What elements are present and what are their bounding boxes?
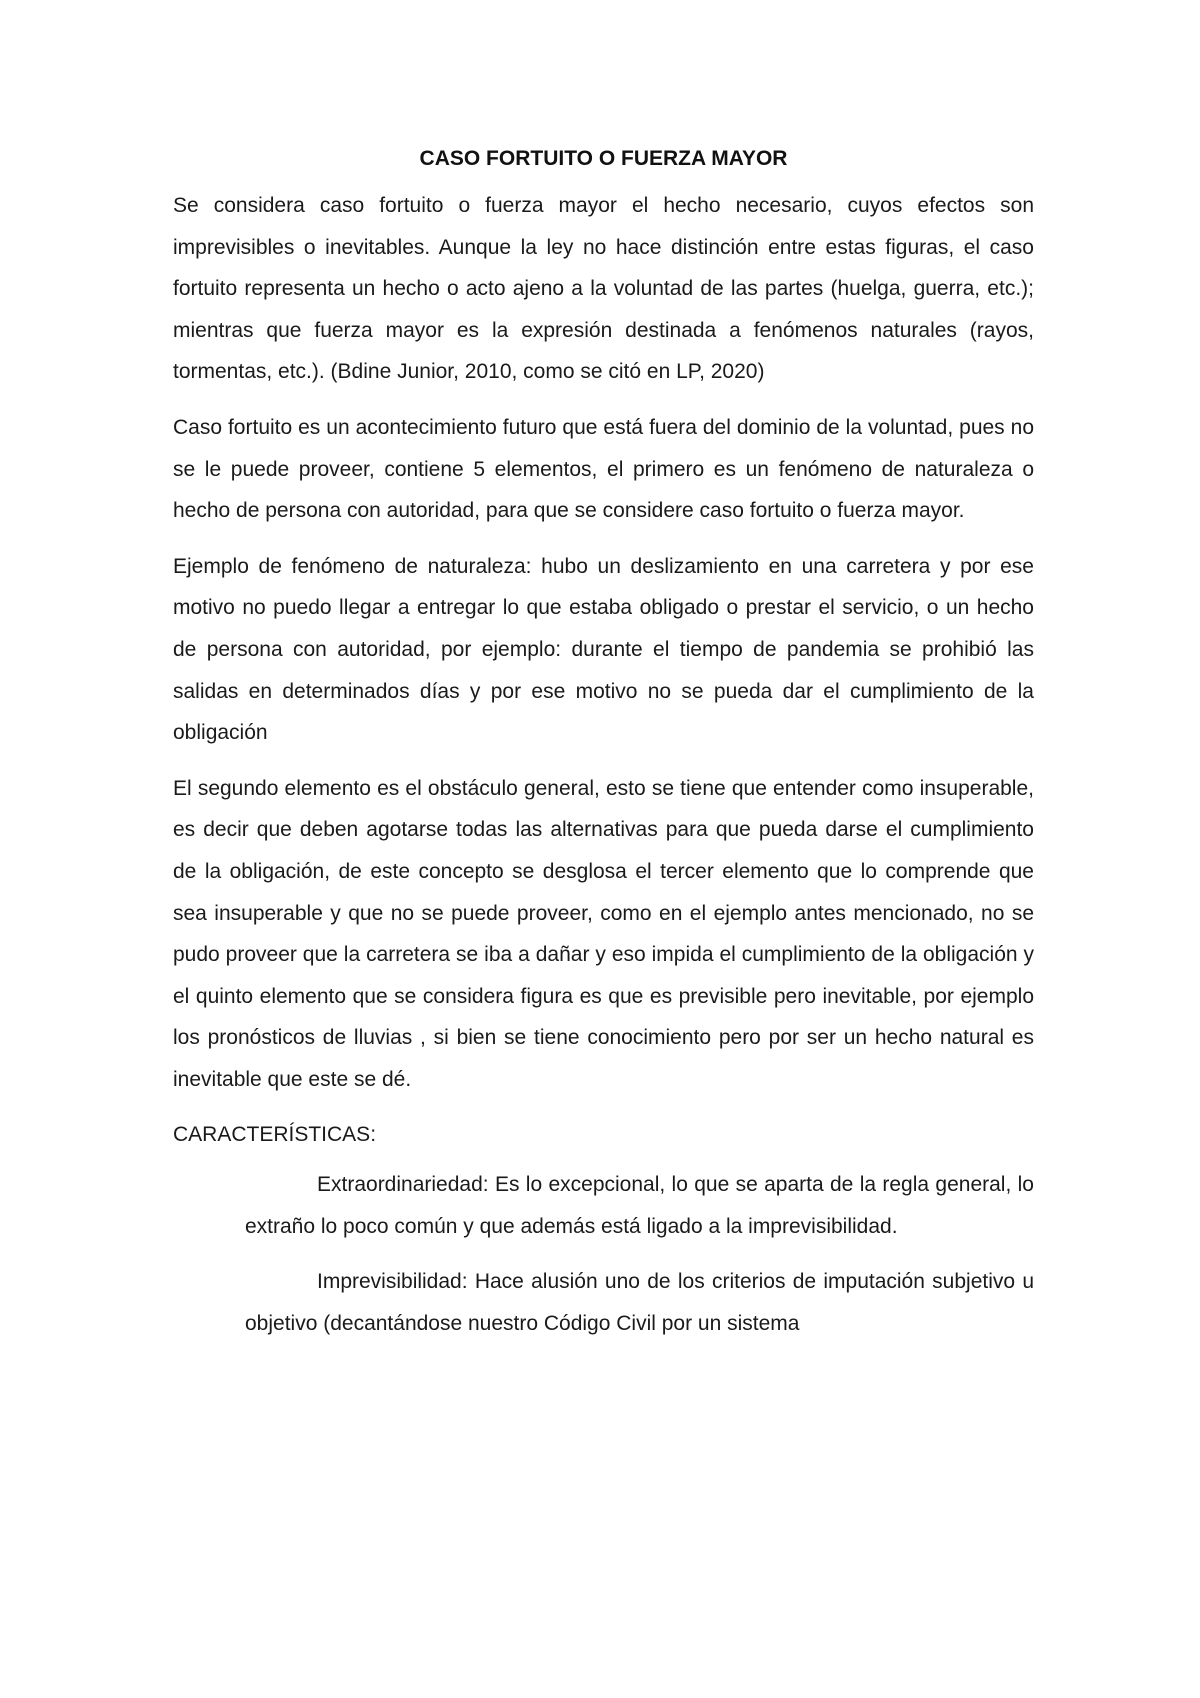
section-heading-caracteristicas: CARACTERÍSTICAS: xyxy=(173,1123,377,1147)
document-body xyxy=(173,143,1034,1358)
paragraph-elements: Caso fortuito es un acontecimiento futuro que está fuera del dominio de la voluntad, pues no se le puede proveer, contiene 5 elementos, el primero es un fenómeno de naturaleza o hecho de persona con autoridad, para que se considere caso fortuito o fuerza mayor. xyxy=(173,415,1034,523)
paragraph-second-element: El segundo elemento es el obstáculo general, esto se tiene que entender como insuperable, es decir que deben agotarse todas las alternativas para que pueda darse el cumplimiento de la obligación, de este concepto se desglosa el tercer elemento que lo comprende que sea insuperable y que no se puede proveer, como en el ejemplo antes mencionado, no se pudo proveer que la carretera se iba a dañar y eso impida el cumplimiento de la obligación y el quinto elemento que se considera figura es que es previsible pero inevitable, por ejemplo los pronósticos de lluvias , si bien se tiene conocimiento pero por ser un hecho natural es inevitable que este se dé. xyxy=(173,776,1034,1091)
paragraph-definition: Se considera caso fortuito o fuerza mayor el hecho necesario, cuyos efectos son imprevisibles o inevitables. Aunque la ley no hace distinción entre estas figuras, el caso fortuito representa un hecho o acto ajeno a la voluntad de las partes (huelga, guerra, etc.); mientras que fuerza mayor es la expresión destinada a fenómenos naturales (rayos, tormentas, etc.). (Bdine Junior, 2010, como se citó en LP, 2020) xyxy=(173,194,1034,384)
paragraph-example: Ejemplo de fenómeno de naturaleza: hubo un deslizamiento en una carretera y por ese motivo no puedo llegar a entregar lo que estaba obligado o prestar el servicio, o un hecho de persona con autoridad, por ejemplo: durante el tiempo de pandemia se prohibió las salidas en determinados días y por ese motivo no se pueda dar el cumplimiento de la obligación xyxy=(173,554,1034,745)
document-title: CASO FORTUITO O FUERZA MAYOR xyxy=(419,147,788,170)
list-item-imprevisibilidad: Imprevisibilidad: Hace alusión uno de los criterios de imputación subjetivo u objetivo (decantándose nuestro Código Civil por un sistema xyxy=(245,1270,1034,1335)
list-item-extraordinariedad: Extraordinariedad: Es lo excepcional, lo que se aparta de la regla general, lo extraño lo poco común y que además está ligado a la imprevisibilidad. xyxy=(245,1173,1034,1238)
